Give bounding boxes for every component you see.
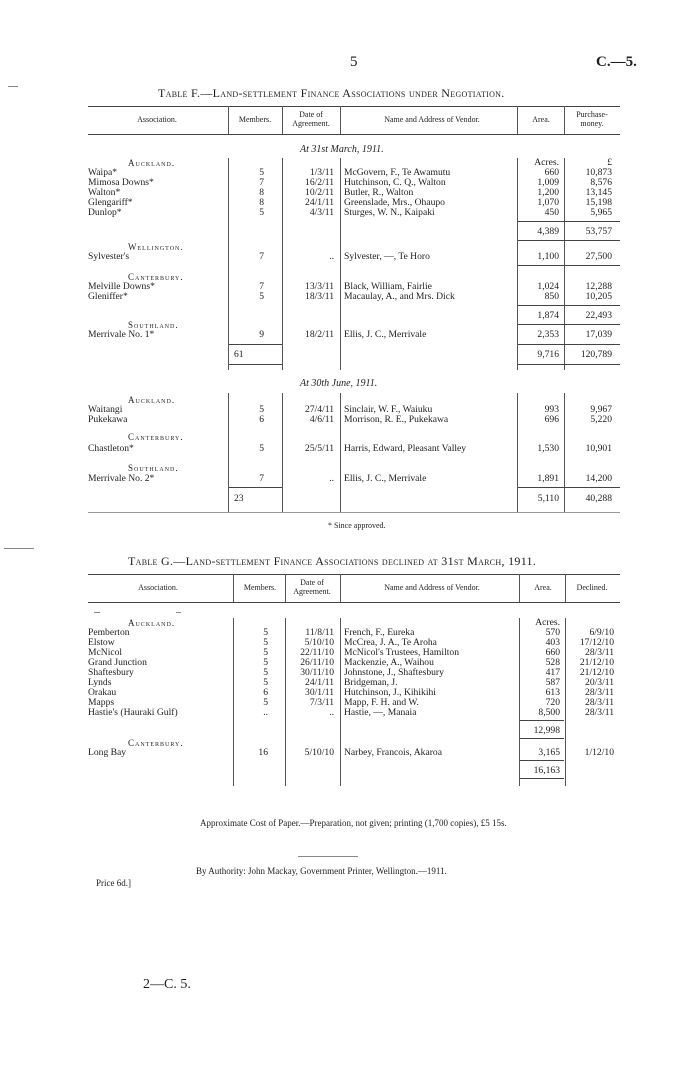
- agreement-date: 30/1/11: [305, 687, 334, 698]
- association-name: Melville Downs*: [88, 281, 155, 292]
- subtotal-row: [88, 227, 620, 237]
- area-value: 993: [544, 404, 559, 415]
- area-value: 1,009: [537, 177, 559, 188]
- money-value: 14,200: [585, 473, 612, 484]
- agreement-date: 30/11/10: [300, 667, 334, 678]
- col-members: Members.: [238, 115, 272, 124]
- agreement-date: ..: [329, 251, 334, 262]
- region-label: Auckland.: [128, 618, 176, 628]
- area-value: 587: [545, 677, 560, 688]
- members-count: ..: [263, 707, 268, 718]
- association-name: Pemberton: [88, 627, 130, 638]
- table-row: [88, 474, 620, 484]
- area-value: 660: [544, 167, 559, 178]
- vendor: Black, William, Fairlie: [344, 281, 432, 292]
- members-count: 5: [259, 207, 264, 218]
- area-subtotal: 12,998: [533, 725, 560, 736]
- table-f-footnote: * Since approved.: [328, 521, 386, 530]
- association-name: Merrivale No. 1*: [88, 329, 155, 340]
- association-name: McNicol: [88, 647, 123, 658]
- col-association: Association.: [137, 115, 177, 124]
- declined-date: 21/12/10: [579, 657, 614, 668]
- col-association: Association.: [138, 583, 178, 592]
- vendor: Butler, R., Walton: [344, 187, 414, 198]
- table-row: [88, 444, 620, 454]
- association-name: Lynds: [88, 677, 112, 688]
- money-total: 40,288: [585, 493, 612, 504]
- members-total: 23: [234, 493, 244, 504]
- region-label: Wellington.: [128, 242, 184, 252]
- vendor: McGovern, F., Te Awamutu: [344, 167, 451, 178]
- association-name: Pukekawa: [88, 414, 128, 425]
- association-name: Grand Junction: [88, 657, 147, 668]
- money-unit: £: [607, 157, 612, 168]
- vendor: Narbey, Francois, Akaroa: [344, 747, 442, 758]
- area-value: 696: [544, 414, 559, 425]
- agreement-date: 24/1/11: [305, 197, 334, 208]
- money-subtotal: 53,757: [585, 226, 612, 237]
- members-count: 5: [259, 443, 264, 454]
- vendor: Sylvester, —, Te Horo: [344, 251, 430, 262]
- area-value: 8,500: [538, 707, 560, 718]
- agreement-date: 4/3/11: [309, 207, 334, 218]
- document-reference: C.—5.: [596, 54, 637, 70]
- col-vendor: Name and Address of Vendor.: [384, 115, 480, 124]
- money-subtotal: 22,493: [585, 310, 612, 321]
- money-value: 15,198: [585, 197, 612, 208]
- signature-mark: 2—C. 5.: [143, 977, 191, 992]
- section-heading-june: At 30th June, 1911.: [300, 378, 378, 389]
- subtotal-row: [88, 766, 620, 776]
- region-label: Canterbury.: [128, 432, 184, 442]
- area-total: 5,110: [537, 493, 559, 504]
- declined-date: 28/3/11: [585, 687, 614, 698]
- members-count: 5: [263, 627, 268, 638]
- col-date: Date of Agreement.: [293, 578, 331, 596]
- price-label: Price 6d.]: [96, 878, 131, 888]
- region-label: Auckland.: [128, 158, 176, 168]
- members-count: 9: [259, 329, 264, 340]
- declined-date: 28/3/11: [585, 697, 614, 708]
- area-subtotal: 1,874: [537, 310, 559, 321]
- col-vendor: Name and Address of Vendor.: [384, 583, 480, 592]
- association-name: Orakau: [88, 687, 117, 698]
- vendor: Greenslade, Mrs., Ohaupo: [344, 197, 445, 208]
- area-value: 850: [544, 291, 559, 302]
- region-label: Auckland.: [128, 395, 176, 405]
- money-value: 10,873: [585, 167, 612, 178]
- agreement-date: 18/3/11: [305, 291, 334, 302]
- members-count: 7: [259, 251, 264, 262]
- association-name: Waitangi: [88, 404, 123, 415]
- money-value: 17,039: [585, 329, 612, 340]
- money-value: 9,967: [590, 404, 612, 415]
- subtotal-row: [88, 726, 620, 736]
- col-area: Area.: [534, 583, 552, 592]
- members-count: 6: [263, 687, 268, 698]
- members-count: 5: [263, 697, 268, 708]
- table-f-title: Table F.—Land-settlement Finance Associations under Negotiation.: [158, 86, 505, 100]
- money-value: 5,220: [590, 414, 612, 425]
- table-row: [88, 708, 620, 718]
- association-name: Elstow: [88, 637, 115, 648]
- region-label: Canterbury.: [128, 272, 184, 282]
- area-value: 417: [545, 667, 560, 678]
- members-count: 6: [259, 414, 264, 425]
- vendor: Johnstone, J., Shaftesbury: [344, 667, 444, 678]
- area-value: 3,165: [538, 747, 560, 758]
- area-value: 720: [545, 697, 560, 708]
- col-date: Date of Agreement.: [292, 110, 330, 128]
- declined-date: 17/12/10: [579, 637, 614, 648]
- agreement-date: 5/10/10: [304, 747, 334, 758]
- vendor: Bridgeman, J.: [344, 677, 398, 688]
- agreement-date: ..: [329, 473, 334, 484]
- area-value: 2,353: [537, 329, 559, 340]
- money-value: 13,145: [585, 187, 612, 198]
- vendor: Mapp, F. H. and W.: [344, 697, 419, 708]
- agreement-date: 16/2/11: [305, 177, 334, 188]
- area-subtotal: 16,163: [533, 765, 560, 776]
- col-area: Area.: [532, 115, 550, 124]
- vendor: Harris, Edward, Pleasant Valley: [344, 443, 467, 454]
- region-label: Canterbury.: [128, 738, 184, 748]
- vendor: Sturges, W. N., Kaipaki: [344, 207, 435, 218]
- area-value: 570: [545, 627, 560, 638]
- members-count: 8: [259, 187, 264, 198]
- money-value: 10,205: [585, 291, 612, 302]
- declined-date: 6/9/10: [589, 627, 614, 638]
- authority-line: By Authority: John Mackay, Government Printer, Wellington.—1911.: [196, 866, 447, 876]
- declined-date: 20/3/11: [585, 677, 614, 688]
- col-purchase-money: Purchase-money.: [576, 110, 608, 128]
- area-value: 1,200: [537, 187, 559, 198]
- association-name: Mimosa Downs*: [88, 177, 154, 188]
- money-value: 27,500: [585, 251, 612, 262]
- area-subtotal: 4,389: [537, 226, 559, 237]
- area-value: 1,100: [537, 251, 559, 262]
- area-total: 9,716: [537, 349, 559, 360]
- agreement-date: 25/5/11: [305, 443, 334, 454]
- association-name: Hastie's (Hauraki Gulf): [88, 707, 178, 718]
- agreement-date: 10/2/11: [305, 187, 334, 198]
- association-name: Merrivale No. 2*: [88, 473, 155, 484]
- members-count: 5: [263, 667, 268, 678]
- members-count: 8: [259, 197, 264, 208]
- table-row: [88, 208, 620, 218]
- declined-date: 1/12/10: [584, 747, 614, 758]
- agreement-date: 7/3/11: [309, 697, 334, 708]
- money-value: 5,965: [590, 207, 612, 218]
- cost-note: Approximate Cost of Paper.—Preparation, not given; printing (1,700 copies), £5 15s.: [200, 818, 507, 828]
- area-value: 1,024: [537, 281, 559, 292]
- members-total: 61: [234, 349, 244, 360]
- members-count: 7: [259, 473, 264, 484]
- vendor: Sinclair, W. F., Waiuku: [344, 404, 433, 415]
- agreement-date: 5/10/10: [304, 637, 334, 648]
- vendor: McNicol's Trustees, Hamilton: [344, 647, 459, 658]
- page-number: 5: [350, 54, 358, 70]
- vendor: Macaulay, A., and Mrs. Dick: [344, 291, 455, 302]
- money-total: 120,789: [580, 349, 612, 360]
- table-g: [88, 574, 620, 794]
- divider-rule: [298, 856, 358, 857]
- vendor: Hutchinson, C. Q., Walton: [344, 177, 446, 188]
- members-count: 5: [263, 657, 268, 668]
- money-value: 8,576: [590, 177, 612, 188]
- total-row: [88, 350, 620, 360]
- area-value: 528: [545, 657, 560, 668]
- area-value: 660: [545, 647, 560, 658]
- association-name: Dunlop*: [88, 207, 122, 218]
- region-label: Southland.: [128, 463, 179, 473]
- table-row: [88, 330, 620, 340]
- agreement-date: 24/1/11: [305, 677, 334, 688]
- association-name: Chastleton*: [88, 443, 134, 454]
- members-count: 5: [263, 637, 268, 648]
- vendor: French, F., Eureka: [344, 627, 415, 638]
- members-count: 5: [259, 167, 264, 178]
- vendor: Hastie, —, Manaia: [344, 707, 417, 718]
- area-value: 1,070: [537, 197, 559, 208]
- members-count: 7: [259, 177, 264, 188]
- association-name: Shaftesbury: [88, 667, 134, 678]
- association-name: Mapps: [88, 697, 115, 708]
- members-count: 7: [259, 281, 264, 292]
- declined-date: 21/12/10: [579, 667, 614, 678]
- agreement-date: 18/2/11: [305, 329, 334, 340]
- declined-date: 28/3/11: [585, 647, 614, 658]
- members-count: 5: [263, 677, 268, 688]
- area-unit: Acres.: [535, 617, 560, 628]
- money-value: 10,901: [585, 443, 612, 454]
- association-name: Glengariff*: [88, 197, 133, 208]
- area-value: 1,530: [537, 443, 559, 454]
- agreement-date: 11/8/11: [305, 627, 334, 638]
- agreement-date: 13/3/11: [305, 281, 334, 292]
- agreement-date: 1/3/11: [309, 167, 334, 178]
- vendor: McCrea, J. A., Te Aroha: [344, 637, 437, 648]
- table-g-title: Table G.—Land-settlement Finance Associations declined at 31st March, 1911.: [128, 554, 537, 568]
- agreement-date: 4/6/11: [309, 414, 334, 425]
- association-name: Long Bay: [88, 747, 127, 758]
- association-name: Walton*: [88, 187, 121, 198]
- money-value: 12,288: [585, 281, 612, 292]
- agreement-date: ..: [329, 707, 334, 718]
- vendor: Ellis, J. C., Merrivale: [344, 473, 427, 484]
- members-count: 5: [259, 291, 264, 302]
- area-value: 1,891: [537, 473, 559, 484]
- area-unit: Acres.: [534, 157, 559, 168]
- scan-mark: [4, 548, 34, 549]
- vendor: Ellis, J. C., Merrivale: [344, 329, 427, 340]
- total-row: [88, 494, 620, 504]
- section-heading-march: At 31st March, 1911.: [300, 144, 384, 155]
- vendor: Morrison, R. E., Pukekawa: [344, 414, 449, 425]
- table-f: [88, 106, 620, 516]
- vendor: Mackenzie, A., Waihou: [344, 657, 434, 668]
- agreement-date: 26/11/10: [300, 657, 334, 668]
- members-count: 5: [259, 404, 264, 415]
- area-value: 450: [544, 207, 559, 218]
- association-name: Sylvester's: [88, 251, 130, 262]
- table-row: [88, 415, 620, 425]
- area-value: 613: [545, 687, 560, 698]
- table-row: [88, 292, 620, 302]
- table-row: [88, 252, 620, 262]
- vendor: Hutchinson, J., Kihikihi: [344, 687, 436, 698]
- declined-date: 28/3/11: [585, 707, 614, 718]
- table-row: [88, 748, 620, 758]
- region-label: Southland.: [128, 320, 179, 330]
- col-members: Members.: [243, 583, 277, 592]
- col-declined: Declined.: [576, 583, 608, 592]
- association-name: Waipa*: [88, 167, 118, 178]
- agreement-date: 27/4/11: [305, 404, 334, 415]
- members-count: 5: [263, 647, 268, 658]
- scan-mark: [8, 86, 18, 87]
- area-value: 403: [545, 637, 560, 648]
- association-name: Gleniffer*: [88, 291, 128, 302]
- members-count: 16: [258, 747, 268, 758]
- agreement-date: 22/11/10: [300, 647, 334, 658]
